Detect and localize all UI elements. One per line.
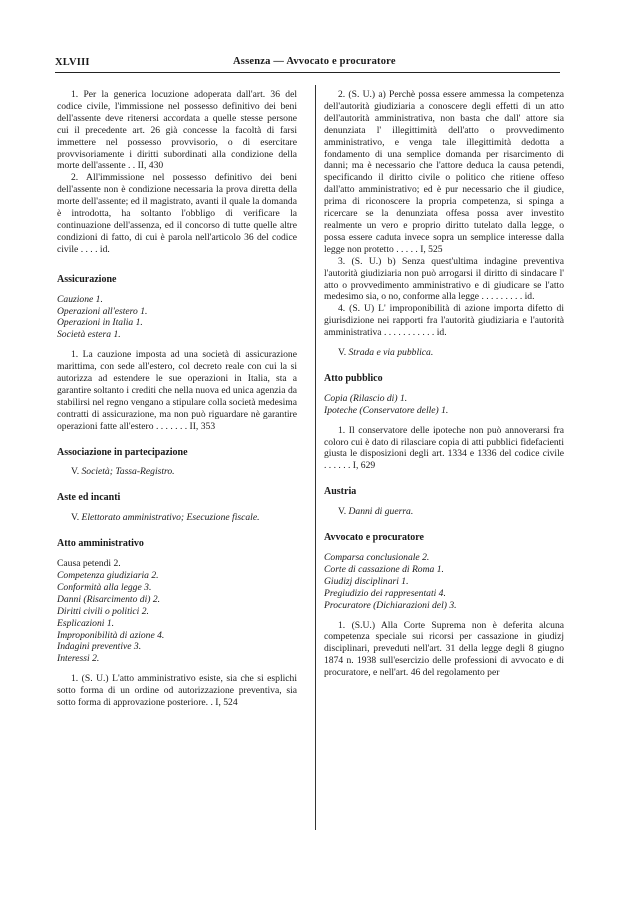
subject-item: Ipoteche (Conservatore delle) 1. bbox=[324, 404, 449, 416]
paragraph-atto-pubblico-1: 1. Il conservatore delle ipoteche non può annoverarsi fra coloro cui è dato di rilasciare copia di atti pubblici fidefacienti giusta le disposizioni degli art. 1334 e 1336 del codice civile . . . . . . I, 629 bbox=[324, 424, 564, 472]
subject-list-avvocato bbox=[324, 552, 564, 612]
subject-item: Esplicazioni 1. bbox=[57, 617, 115, 629]
paragraph-avvocato-1: 1. (S.U.) Alla Corte Suprema non è deferita alcuna competenza speciale sui ricorsi per cassazione in giudizj disciplinari, preveduti nell'art. 31 della legge degli 8 giugno 1874 n. 1938 sull'esercizio delle professioni di avvocato e di procuratore, e nell'art. 46 del regolamento per bbox=[324, 619, 564, 679]
see-also-aste: V. Elettorato amministrativo; Esecuzione fiscale. bbox=[71, 512, 260, 524]
paragraph-atto-amministrativo-1: 1. (S. U.) L'atto amministrativo esiste, sia che si esplichi sotto forma di un ordine od autorizzazione preventiva, sia sotto forma di approvazione posteriore. . I, 524 bbox=[57, 673, 297, 709]
paragraph-assenza-2: 2. All'immissione nel possesso definitivo dei beni dell'assente non è condizione necessaria la prova diretta della morte dell'assente; ed il magistrato, avanti il quale la domanda è introdotta, ha soltanto l'obbligo di verificare la continuazione dell'assenza, ed il concorso di tutte quelle altre condizioni di fatto, di cui è parola nell'articolo 36 del codice civile . . . . id. bbox=[57, 172, 297, 255]
header-rule bbox=[55, 72, 560, 73]
subject-item: Cauzione 1. bbox=[57, 293, 103, 305]
column-divider bbox=[315, 85, 316, 830]
subject-list-atto-pubblico bbox=[324, 393, 564, 417]
subject-item: Corte di cassazione di Roma 1. bbox=[324, 563, 444, 575]
subject-list-assicurazione bbox=[57, 294, 297, 342]
subject-item: Pregiudizio dei rappresentati 4. bbox=[324, 587, 446, 599]
subject-item: Improponibilità di azione 4. bbox=[57, 629, 165, 641]
heading-associazione: Associazione in partecipazione bbox=[57, 446, 188, 458]
page-header bbox=[55, 56, 560, 72]
heading-aste: Aste ed incanti bbox=[57, 492, 121, 504]
see-also-strada: V. Strada e via pubblica. bbox=[338, 347, 434, 359]
running-title: Assenza — Avvocato e procuratore bbox=[233, 56, 396, 67]
subject-item: Società estera 1. bbox=[57, 329, 121, 341]
paragraph-atto-amministrativo-2: 2. (S. U.) a) Perchè possa essere ammessa la competenza dell'autorità giudiziaria a conoscere degli effetti di un atto dell'autorità amministrativa, non basta che dall' attore sia denunziata l' illegittimità dell'atto o provvedimento amministrativo, e venga tale illegittimità dedotta a fondamento di una semplice domanda per risarcimento di danni; ma è necessario che l'attore deduca la causa petendi, specificando il diritto civile o politico che ritiene offeso dall'atto amministrativo; ed è pur necessario che il giudice, prima di riconoscere la propria competenza, si spinga a ricercare se la denunziata offesa possa aver investito realmente un vero e proprio diritto tutelato dalla legge, o possa essere caduta invece sopra un semplice interesse dalla legge non protetto . . . . . I, 525 bbox=[324, 89, 564, 255]
subject-item: Operazioni all'estero 1. bbox=[57, 305, 148, 317]
heading-atto-pubblico: Atto pubblico bbox=[324, 372, 383, 384]
subject-item: Causa petendi 2. bbox=[57, 558, 121, 570]
paragraph-atto-amministrativo-3: 3. (S. U.) b) Senza quest'ultima indagine preventiva l'autorità giudiziaria non può arrogarsi il diritto di sindacare l' atto o provvedimento amministrativo e di giudicare se l'atto medesimo sia, o no, conforme alla legge . . . . . . . . . id. bbox=[324, 255, 564, 303]
subject-list-atto-amministrativo bbox=[57, 558, 297, 665]
subject-item: Comparsa conclusionale 2. bbox=[324, 552, 430, 563]
see-also-associazione: V. Società; Tassa-Registro. bbox=[71, 466, 175, 478]
subject-item: Interessi 2. bbox=[57, 653, 100, 665]
subject-item: Copia (Rilascio di) 1. bbox=[324, 392, 408, 404]
paragraph-assicurazione-1: 1. La cauzione imposta ad una società di assicurazione marittima, con sede all'estero, col decreto reale con cui la si autorizza ad estendere le sue operazioni in Italia, sta a garantire soltanto i crediti che nella nuova ed unica agenzia da stabilirsi nel regno vengano a stipulare colla società medesima contratti di assicurazione, ma non può riguardare nè garantire operazioni fatte all'estero . . . . . . . II, 353 bbox=[57, 349, 297, 432]
heading-avvocato: Avvocato e procuratore bbox=[324, 532, 424, 544]
left-column bbox=[57, 89, 297, 709]
subject-item: Diritti civili o politici 2. bbox=[57, 605, 149, 617]
subject-item: Giudizj disciplinari 1. bbox=[324, 575, 409, 587]
subject-item: Competenza giudiziaria 2. bbox=[57, 570, 159, 581]
subject-item: Operazioni in Italia 1. bbox=[57, 317, 143, 329]
heading-assicurazione: Assicurazione bbox=[57, 273, 117, 285]
heading-atto-amministrativo: Atto amministrativo bbox=[57, 538, 144, 550]
see-also-austria: V. Danni di guerra. bbox=[338, 506, 414, 518]
subject-item: Procuratore (Dichiarazioni del) 3. bbox=[324, 599, 457, 611]
right-column bbox=[324, 89, 564, 679]
paragraph-atto-amministrativo-4: 4. (S. U) L' improponibilità di azione importa difetto di giurisdizione nei rapporti fra l'autorità giudiziaria e l'autorità amministrativa . . . . . . . . . . . id. bbox=[324, 303, 564, 339]
paragraph-assenza-1: 1. Per la generica locuzione adoperata dall'art. 36 del codice civile, l'immissione nel possesso definitivo dei beni dell'assente deve ritenersi accordata a quelle stesse persone cui il precedente art. 26 già concesse la facoltà di farsi immettere nel possesso provvisorio, o di esercitare provvisoriamente i diritti subordinati alla condizione della morte dell'assente . . II, 430 bbox=[57, 89, 297, 172]
page-number: XLVIII bbox=[55, 57, 90, 68]
subject-item: Conformità alla legge 3. bbox=[57, 581, 152, 593]
subject-item: Danni (Risarcimento di) 2. bbox=[57, 593, 161, 605]
heading-austria: Austria bbox=[324, 486, 357, 498]
subject-item: Indagini preventive 3. bbox=[57, 641, 142, 653]
